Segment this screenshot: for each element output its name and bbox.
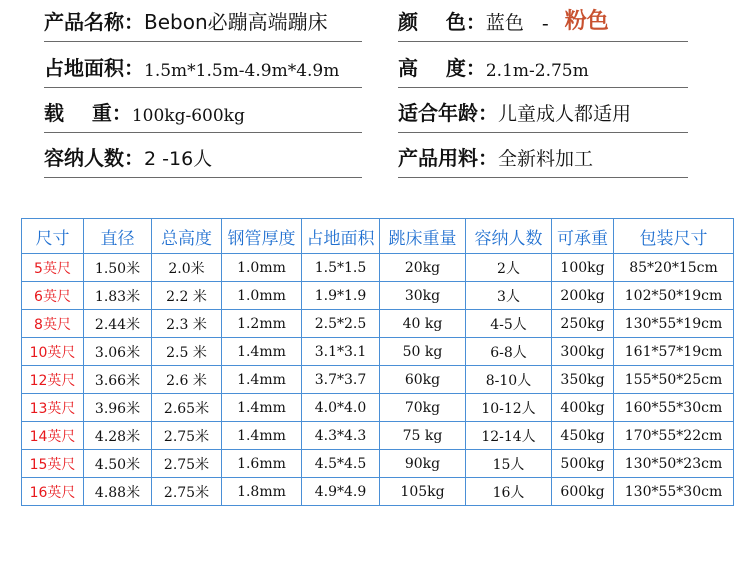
cell-max-load: 300kg bbox=[552, 338, 614, 366]
cell-floor-area: 4.9*4.9 bbox=[302, 478, 380, 506]
cell-capacity: 10-12人 bbox=[466, 394, 552, 422]
spec-color bbox=[398, 4, 688, 42]
table-row bbox=[22, 338, 734, 366]
cell-tube-thickness: 1.0mm bbox=[222, 282, 302, 310]
cell-diameter: 2.44米 bbox=[84, 310, 152, 338]
cell-size: 12英尺 bbox=[22, 366, 84, 394]
table-row bbox=[22, 394, 734, 422]
color-separator: - bbox=[541, 13, 549, 35]
cell-weight: 90kg bbox=[380, 450, 466, 478]
header-package-size: 包装尺寸 bbox=[614, 219, 734, 254]
spec-age bbox=[398, 95, 688, 133]
cell-max-load: 200kg bbox=[552, 282, 614, 310]
spec-label: 适合年龄： bbox=[398, 101, 498, 125]
header-total-height: 总高度 bbox=[152, 219, 222, 254]
table-body bbox=[22, 254, 734, 506]
cell-package-size: 130*50*23cm bbox=[614, 450, 734, 478]
header-floor-area: 占地面积 bbox=[302, 219, 380, 254]
cell-package-size: 160*55*30cm bbox=[614, 394, 734, 422]
spec-value: 全新料加工 bbox=[498, 148, 594, 170]
cell-tube-thickness: 1.6mm bbox=[222, 450, 302, 478]
table-row bbox=[22, 478, 734, 506]
cell-tube-thickness: 1.4mm bbox=[222, 422, 302, 450]
cell-diameter: 4.28米 bbox=[84, 422, 152, 450]
table-row bbox=[22, 422, 734, 450]
cell-floor-area: 1.9*1.9 bbox=[302, 282, 380, 310]
cell-diameter: 3.96米 bbox=[84, 394, 152, 422]
cell-package-size: 130*55*30cm bbox=[614, 478, 734, 506]
spec-section bbox=[0, 0, 750, 200]
spec-value: 蓝色 bbox=[485, 12, 524, 34]
cell-total-height: 2.65米 bbox=[152, 394, 222, 422]
spec-label: 载 重： bbox=[44, 101, 132, 125]
cell-package-size: 102*50*19cm bbox=[614, 282, 734, 310]
cell-floor-area: 4.3*4.3 bbox=[302, 422, 380, 450]
table-row bbox=[22, 254, 734, 282]
cell-size: 8英尺 bbox=[22, 310, 84, 338]
header-capacity: 容纳人数 bbox=[466, 219, 552, 254]
table-row bbox=[22, 282, 734, 310]
cell-tube-thickness: 1.2mm bbox=[222, 310, 302, 338]
cell-weight: 30kg bbox=[380, 282, 466, 310]
cell-weight: 105kg bbox=[380, 478, 466, 506]
cell-weight: 50 kg bbox=[380, 338, 466, 366]
cell-total-height: 2.0米 bbox=[152, 254, 222, 282]
table-row bbox=[22, 366, 734, 394]
cell-max-load: 500kg bbox=[552, 450, 614, 478]
cell-package-size: 85*20*15cm bbox=[614, 254, 734, 282]
cell-capacity: 6-8人 bbox=[466, 338, 552, 366]
cell-tube-thickness: 1.8mm bbox=[222, 478, 302, 506]
spec-label: 占地面积： bbox=[44, 56, 144, 80]
table-header-row bbox=[22, 219, 734, 254]
cell-package-size: 170*55*22cm bbox=[614, 422, 734, 450]
spec-load bbox=[44, 95, 362, 133]
cell-capacity: 16人 bbox=[466, 478, 552, 506]
cell-total-height: 2.75米 bbox=[152, 422, 222, 450]
cell-tube-thickness: 1.4mm bbox=[222, 338, 302, 366]
cell-package-size: 130*55*19cm bbox=[614, 310, 734, 338]
cell-max-load: 100kg bbox=[552, 254, 614, 282]
spec-capacity bbox=[44, 140, 362, 178]
cell-size: 5英尺 bbox=[22, 254, 84, 282]
header-diameter: 直径 bbox=[84, 219, 152, 254]
cell-total-height: 2.75米 bbox=[152, 478, 222, 506]
cell-floor-area: 3.1*3.1 bbox=[302, 338, 380, 366]
cell-max-load: 350kg bbox=[552, 366, 614, 394]
cell-capacity: 3人 bbox=[466, 282, 552, 310]
spec-label: 产品用料： bbox=[398, 146, 498, 170]
table-row bbox=[22, 450, 734, 478]
cell-tube-thickness: 1.0mm bbox=[222, 254, 302, 282]
cell-diameter: 1.50米 bbox=[84, 254, 152, 282]
cell-size: 6英尺 bbox=[22, 282, 84, 310]
spec-value: 2.1m-2.75m bbox=[485, 61, 589, 81]
spec-label: 容纳人数： bbox=[44, 146, 144, 170]
cell-floor-area: 2.5*2.5 bbox=[302, 310, 380, 338]
cell-diameter: 3.66米 bbox=[84, 366, 152, 394]
cell-capacity: 2人 bbox=[466, 254, 552, 282]
cell-size: 10英尺 bbox=[22, 338, 84, 366]
cell-package-size: 155*50*25cm bbox=[614, 366, 734, 394]
cell-max-load: 250kg bbox=[552, 310, 614, 338]
cell-diameter: 1.83米 bbox=[84, 282, 152, 310]
cell-weight: 60kg bbox=[380, 366, 466, 394]
spec-label: 颜 色： bbox=[398, 10, 486, 34]
spec-value: 2 -16人 bbox=[144, 148, 213, 170]
header-max-load: 可承重 bbox=[552, 219, 614, 254]
cell-capacity: 15人 bbox=[466, 450, 552, 478]
cell-weight: 75 kg bbox=[380, 422, 466, 450]
spec-material bbox=[398, 140, 688, 178]
cell-floor-area: 4.0*4.0 bbox=[302, 394, 380, 422]
cell-weight: 20kg bbox=[380, 254, 466, 282]
cell-tube-thickness: 1.4mm bbox=[222, 366, 302, 394]
spec-label: 产品名称： bbox=[44, 10, 144, 34]
cell-capacity: 8-10人 bbox=[466, 366, 552, 394]
spec-value: 1.5m*1.5m-4.9m*4.9m bbox=[144, 61, 340, 81]
cell-size: 16英尺 bbox=[22, 478, 84, 506]
table-row bbox=[22, 310, 734, 338]
cell-package-size: 161*57*19cm bbox=[614, 338, 734, 366]
cell-capacity: 4-5人 bbox=[466, 310, 552, 338]
spec-height bbox=[398, 50, 688, 88]
spec-value: Bebon必蹦高端蹦床 bbox=[144, 10, 328, 34]
spec-value: 儿童成人都适用 bbox=[498, 103, 632, 125]
cell-max-load: 450kg bbox=[552, 422, 614, 450]
cell-weight: 40 kg bbox=[380, 310, 466, 338]
cell-diameter: 3.06米 bbox=[84, 338, 152, 366]
cell-max-load: 400kg bbox=[552, 394, 614, 422]
header-weight: 跳床重量 bbox=[380, 219, 466, 254]
spec-label: 高 度： bbox=[398, 56, 486, 80]
header-tube-thickness: 钢管厚度 bbox=[222, 219, 302, 254]
cell-total-height: 2.3 米 bbox=[152, 310, 222, 338]
cell-size: 14英尺 bbox=[22, 422, 84, 450]
cell-diameter: 4.88米 bbox=[84, 478, 152, 506]
header-size: 尺寸 bbox=[22, 219, 84, 254]
color-option-pink: 粉色 bbox=[564, 9, 609, 34]
cell-total-height: 2.75米 bbox=[152, 450, 222, 478]
cell-total-height: 2.5 米 bbox=[152, 338, 222, 366]
cell-tube-thickness: 1.4mm bbox=[222, 394, 302, 422]
cell-max-load: 600kg bbox=[552, 478, 614, 506]
size-table-container bbox=[21, 218, 733, 506]
spec-value: 100kg-600kg bbox=[131, 106, 245, 126]
cell-capacity: 12-14人 bbox=[466, 422, 552, 450]
cell-size: 15英尺 bbox=[22, 450, 84, 478]
spec-product-name bbox=[44, 4, 362, 42]
cell-floor-area: 1.5*1.5 bbox=[302, 254, 380, 282]
cell-weight: 70kg bbox=[380, 394, 466, 422]
cell-floor-area: 4.5*4.5 bbox=[302, 450, 380, 478]
cell-size: 13英尺 bbox=[22, 394, 84, 422]
size-table bbox=[21, 218, 734, 506]
cell-total-height: 2.6 米 bbox=[152, 366, 222, 394]
cell-floor-area: 3.7*3.7 bbox=[302, 366, 380, 394]
cell-total-height: 2.2 米 bbox=[152, 282, 222, 310]
cell-diameter: 4.50米 bbox=[84, 450, 152, 478]
spec-area bbox=[44, 50, 362, 88]
